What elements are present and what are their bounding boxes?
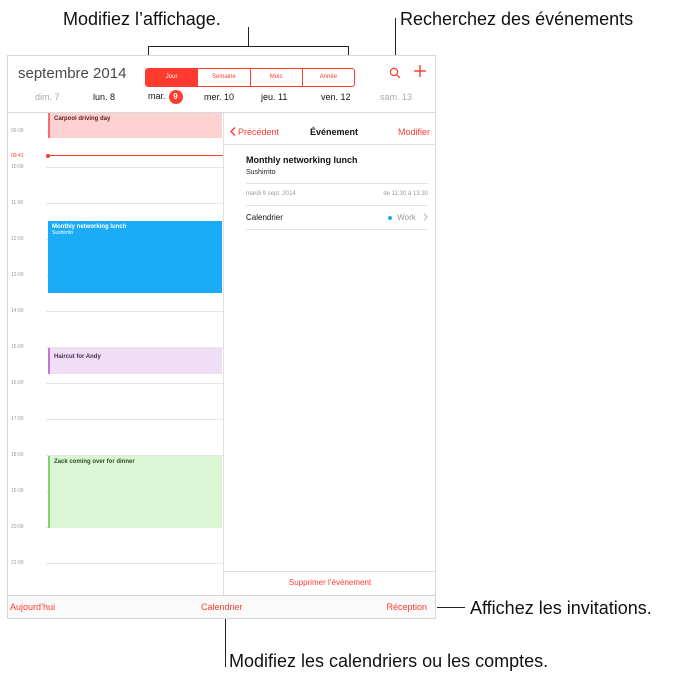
day-thu[interactable]: jeu. 11: [261, 92, 288, 102]
hour-label: 11:00: [11, 200, 24, 206]
hour-label: 09:00: [11, 128, 24, 134]
edit-button[interactable]: Modifier: [397, 127, 430, 137]
event-block[interactable]: [48, 113, 222, 138]
callout-search: Recherchez des événements: [400, 9, 634, 29]
day-sat[interactable]: sam. 13: [380, 92, 413, 102]
search-icon[interactable]: [389, 66, 401, 84]
callout-view-line: [248, 27, 249, 47]
event-title: Carpool driving day: [54, 116, 111, 122]
callout-invites-line: [437, 607, 465, 608]
segment-week[interactable]: Semaine: [197, 69, 249, 86]
hour-label: 18:00: [11, 452, 24, 458]
hour-line: [46, 311, 223, 312]
event-title: Zack coming over for dinner: [54, 459, 135, 465]
calendar-color-dot: [388, 216, 392, 220]
detail-divider: [246, 183, 428, 184]
today-button[interactable]: Aujourd’hui: [10, 602, 56, 612]
hour-label: 13:00: [11, 272, 24, 278]
current-time-label: 09:41: [11, 153, 24, 159]
detail-header-divider: [224, 144, 436, 145]
hour-line: [46, 203, 223, 204]
day-sun[interactable]: dim. 7: [35, 92, 60, 102]
hour-label: 21:00: [11, 560, 24, 566]
current-time-line: [48, 155, 223, 156]
inbox-button[interactable]: Réception: [386, 602, 427, 612]
chevron-left-icon: [230, 127, 236, 136]
callout-calendars-line: [225, 617, 226, 667]
day-wed[interactable]: mer. 10: [204, 92, 235, 102]
segment-year[interactable]: Année: [302, 69, 354, 86]
hour-label: 10:00: [11, 164, 24, 170]
calendars-button[interactable]: Calendrier: [201, 602, 243, 612]
hour-label: 17:00: [11, 416, 24, 422]
event-time: de 11:30 à 13:30: [383, 191, 428, 197]
event-detail-panel: [223, 113, 436, 595]
detail-divider: [246, 205, 428, 206]
segment-day[interactable]: Jour: [146, 69, 197, 86]
event-name: Monthly networking lunch: [246, 155, 358, 165]
hour-label: 19:00: [11, 488, 24, 494]
hour-line: [46, 563, 223, 564]
plus-icon[interactable]: [413, 64, 427, 83]
hour-label: 20:00: [11, 524, 24, 530]
event-block[interactable]: [48, 348, 222, 374]
segment-month[interactable]: Mois: [250, 69, 302, 86]
calendar-name: Work: [397, 213, 416, 222]
event-block[interactable]: [48, 456, 222, 528]
day-tue-today[interactable]: [148, 90, 183, 104]
calendar-row-value[interactable]: [388, 213, 428, 222]
detail-divider: [246, 229, 428, 230]
hour-line: [46, 383, 223, 384]
today-badge: 9: [169, 90, 183, 104]
back-button[interactable]: [230, 127, 279, 137]
event-location: Sushirrito: [52, 230, 74, 236]
hour-label: 16:00: [11, 380, 24, 386]
hour-line: [46, 167, 223, 168]
back-label: Précédent: [238, 127, 280, 137]
hour-label: 12:00: [11, 236, 24, 242]
hour-label: 14:00: [11, 308, 24, 314]
delete-event-button[interactable]: Supprimer l’événement: [288, 578, 372, 587]
delete-row: [224, 571, 436, 596]
callout-calendars: Modifiez les calendriers ou les comptes.: [229, 651, 549, 671]
day-fri[interactable]: ven. 12: [321, 92, 351, 102]
hour-line: [46, 419, 223, 420]
event-block-selected[interactable]: [48, 221, 222, 293]
detail-title: Événement: [310, 127, 359, 137]
callout-view: Modifiez l’affichage.: [63, 9, 221, 29]
event-title: Haircut for Andy: [54, 354, 101, 360]
calendar-screen: [7, 55, 436, 619]
calendar-row-label[interactable]: Calendrier: [246, 213, 283, 222]
month-title[interactable]: septembre 2014: [18, 65, 127, 82]
week-day-strip: [8, 92, 435, 108]
callout-invites: Affichez les invitations.: [470, 598, 652, 618]
day-mon[interactable]: lun. 8: [93, 92, 116, 102]
day-tue-label: mar.: [148, 91, 166, 101]
event-date: mardi 9 sept. 2014: [246, 191, 296, 197]
bottom-toolbar: [8, 595, 435, 619]
hour-label: 15:00: [11, 344, 24, 350]
chevron-right-icon: [423, 213, 428, 221]
event-title: Monthly networking lunch: [52, 224, 127, 230]
callout-view-bracket: [148, 46, 349, 47]
view-segmented-control: [145, 68, 355, 87]
event-location: Sushirrito: [246, 169, 276, 176]
